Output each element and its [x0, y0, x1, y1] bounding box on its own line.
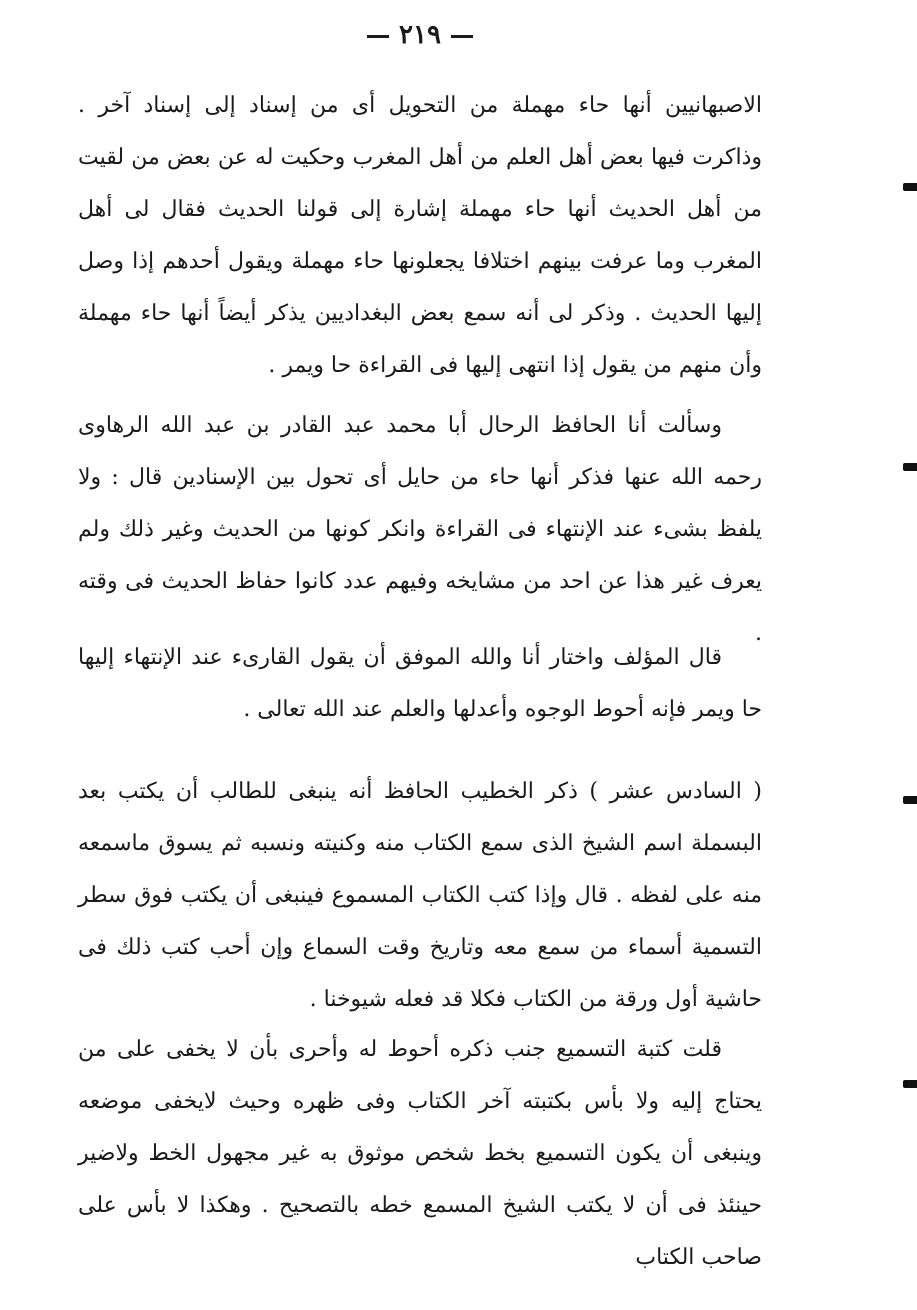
- margin-tab-mark: [903, 463, 917, 471]
- page-number-dash-left: [367, 35, 389, 38]
- page-number: [0, 20, 840, 50]
- paragraph-text: ( السادس عشر ) ذكر الخطيب الحافظ أنه ينبغى للطالب أن يكتب بعد البسملة اسم الشيخ الذى سمع الكتاب منه وكنيته ونسبه ثم يسوق ماسمعه منه على لفظه . قال وإذا كتب الكتاب المسموع فينبغى أن يكتب فوق سطر التسمية أسماء من سمع معه وتاريخ وقت السماع وإن أحب كتب ذلك فى حاشية أول ورقة من الكتاب فكلا قد فعله شيوخنا .: [78, 779, 762, 1012]
- paragraph-4: [78, 766, 762, 1026]
- page-number-text: ٢١٩: [399, 20, 441, 50]
- margin-tab-mark: [903, 1080, 917, 1088]
- paragraph-text: قال المؤلف واختار أنا والله الموفق أن يقول القارىء عند الإنتهاء إليها حا ويمر فإنه أحوط الوجوه وأعدلها والعلم عند الله تعالى .: [78, 645, 762, 722]
- paragraph-text: وسألت أنا الحافظ الرحال أبا محمد عبد القادر بن عبد الله الرهاوى رحمه الله عنها فذكر أنها حاء من حايل أى تحول بين الإسنادين قال : ولا يلفظ بشىء عند الإنتهاء فى القراءة وانكر كونها من الحديث وغير ذلك ولم يعرف غير هذا عن احد من مشايخه وفيهم عدد كانوا حفاظ الحديث فى وقته .: [78, 413, 762, 646]
- paragraph-5: [78, 1024, 762, 1284]
- paragraph-3: [78, 632, 762, 736]
- margin-tab-mark: [903, 183, 917, 191]
- paragraph-1: [78, 80, 762, 392]
- page-number-dash-right: [451, 35, 473, 38]
- paragraph-text: قلت كتبة التسميع جنب ذكره أحوط له وأحرى بأن لا يخفى على من يحتاج إليه ولا بأس بكتبته آخر الكتاب وفى ظهره وحيث لايخفى موضعه وينبغى أن يكون التسميع بخط شخص موثوق به غير مجهول الخط ولاضير حينئذ فى أن لا يكتب الشيخ المسمع خطه بالتصحيح . وهكذا لا بأس على صاحب الكتاب: [78, 1037, 763, 1270]
- margin-tab-mark: [903, 796, 917, 804]
- paragraph-2: [78, 400, 762, 660]
- paragraph-text: الاصبهانيين أنها حاء مهملة من التحويل أى من إسناد إلى إسناد آخر . وذاكرت فيها بعض أهل العلم من أهل المغرب وحكيت له عن بعض من لقيت من أهل الحديث أنها حاء مهملة إشارة إلى قولنا الحديث فقال لى أهل المغرب وما عرفت بينهم اختلافا يجعلونها حاء مهملة ويقول أحدهم إذا وصل إليها الحديث . وذكر لى أنه سمع بعض البغداديين يذكر أيضاً أنها حاء مهملة وأن منهم من يقول إذا انتهى إليها فى القراءة حا ويمر .: [78, 93, 762, 378]
